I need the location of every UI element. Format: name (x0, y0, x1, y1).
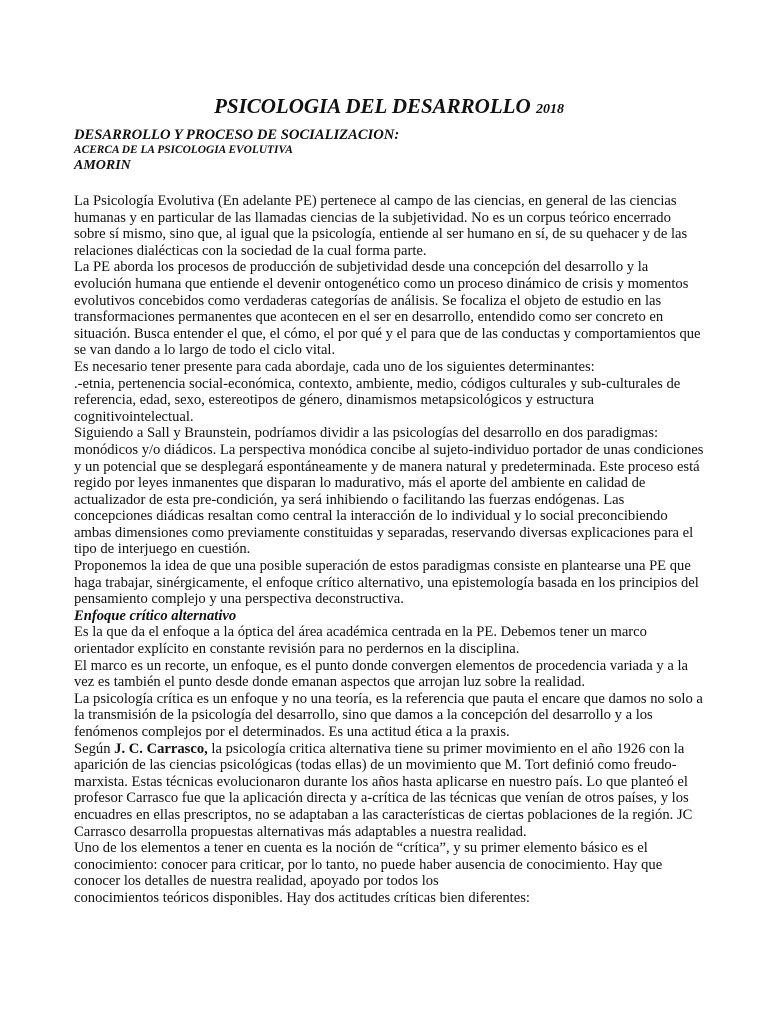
subtitle-topic: ACERCA DE LA PSICOLOGIA EVOLUTIVA (74, 144, 293, 156)
paragraph-1: La Psicología Evolutiva (En adelante PE) pertenece al campo de las ciencias, en general de las ciencias humanas y en particular de las llamadas ciencias de la subjetividad. No es un corpus teórico encerrado sobre sí mismo, sino que, al igual que la psicología, entiende al ser humano en sí, de su quehacer y de las relaciones dialécticas con la sociedad de la cual forma parte. (74, 193, 688, 259)
title-year: 2018 (535, 102, 564, 117)
paragraph-2: La PE aborda los procesos de producción de subjetividad desde una concepción del desarrollo y la evolución humana que entiende el devenir ontogenético como un proceso dinámico de crisis y momentos evolutivos concebidos como verdaderas categorías de análisis. Se focaliza el objeto de estudio en las transformaciones permanentes que acontecen en el ser en desarrollo, entendido como ser concreto en situación. Busca entender el que, el cómo, el por qué y el para que de las conductas y comportamientos que se van dando a lo largo de todo el ciclo vital. (74, 259, 701, 359)
paragraph-12: conocimientos teóricos disponibles. Hay dos actitudes críticas bien diferentes: (74, 889, 530, 906)
document-body (74, 94, 704, 907)
paragraph-6: Proponemos la idea de que una posible superación de estos paradigmas consiste en plantearse una PE que haga trabajar, sinérgicamente, el enfoque crítico alternativo, una epistemología basada en los principios del pensamiento complejo y una perspectiva deconstructiva. (74, 558, 699, 608)
p10-text: la psicología critica alternativa tiene su primer movimiento en el año 1926 con la aparición de las ciencias psicológicas (todas ellas) de un movimiento que M. Tort definió como freudo-marxista. Estas técnicas evolucionaron durante los años hasta aplicarse en nuestro país. Lo que planteó el profesor Carrasco fue que la aplicación directa y a-crítica de las técnicas que venían de otros países, y los encuadres en ellas prescriptos, no se adaptaban a las características de ciertas poblaciones de la región. JC Carrasco desarrolla propuestas alternativas más adaptables a nuestra realidad. (74, 740, 693, 840)
author-name: AMORIN (74, 158, 131, 173)
subtitle-section: DESARROLLO Y PROCESO DE SOCIALIZACION: (74, 127, 400, 143)
paragraph-11: Uno de los elementos a tener en cuenta es la noción de “crítica”, y su primer elemento básico es el conocimiento: conocer para criticar, por lo tanto, no puede haber ausencia de conocimiento. Hay que conocer los detalles de nuestra realidad, apoyado por todos los (74, 840, 663, 890)
document-title (74, 94, 704, 122)
paragraph-8: El marco es un recorte, un enfoque, es el punto donde convergen elementos de procedencia variada y a la vez es también el punto desde donde emanan aspectos que arrojan luz sobre la realidad. (74, 657, 689, 691)
paragraph-5: Siguiendo a Sall y Braunstein, podríamos dividir a las psicologías del desarrollo en dos paradigmas: monódicos y/o diádicos. La perspectiva monódica concibe al sujeto-individuo portador de unas condiciones y un potencial que se desplegará espontáneamente y de manera natural y predeterminada. Este proceso está regido por leyes inmanentes que disparan lo madurativo, más el aporte del ambiente en calidad de actualizador de esta pre-condición, ya será inhibiendo o facilitando las fuerzas endógenas. Las concepciones diádicas resaltan como central la interacción de lo individual y lo social preconcibiendo ambas dimensiones como previamente constituidas y separadas, reservando diversas explicaciones para el tipo de interjuego en cuestión. (74, 425, 704, 558)
paragraph-4: .-etnia, pertenencia social-económica, contexto, ambiente, medio, códigos culturales y sub-culturales de referencia, edad, sexo, estereotipos de género, dinamismos metapsicológicos y estructura cognitivointelectual. (74, 375, 681, 425)
p10-intro: Según (74, 740, 115, 757)
paragraph-10 (74, 741, 704, 841)
title-text: PSICOLOGIA DEL DESARROLLO (214, 94, 531, 118)
section-heading: Enfoque crítico alternativo (74, 607, 237, 624)
paragraph-7: Es la que da el enfoque a la óptica del área académica centrada en la PE. Debemos tener un marco orientador explícito en constante revisión para no perdernos en la disciplina. (74, 624, 647, 658)
paragraph-3: Es necesario tener presente para cada abordaje, cada uno de los siguientes determinantes: (74, 358, 595, 375)
author-reference: J. C. Carrasco, (114, 740, 208, 757)
paragraph-9: La psicología crítica es un enfoque y no una teoría, es la referencia que pauta el encare que damos no solo a la transmisión de la psicología del desarrollo, sino que damos a la concepción del desarrollo y a los fenómenos complejos por el determinados. Es una actitud ética a la praxis. (74, 690, 703, 740)
